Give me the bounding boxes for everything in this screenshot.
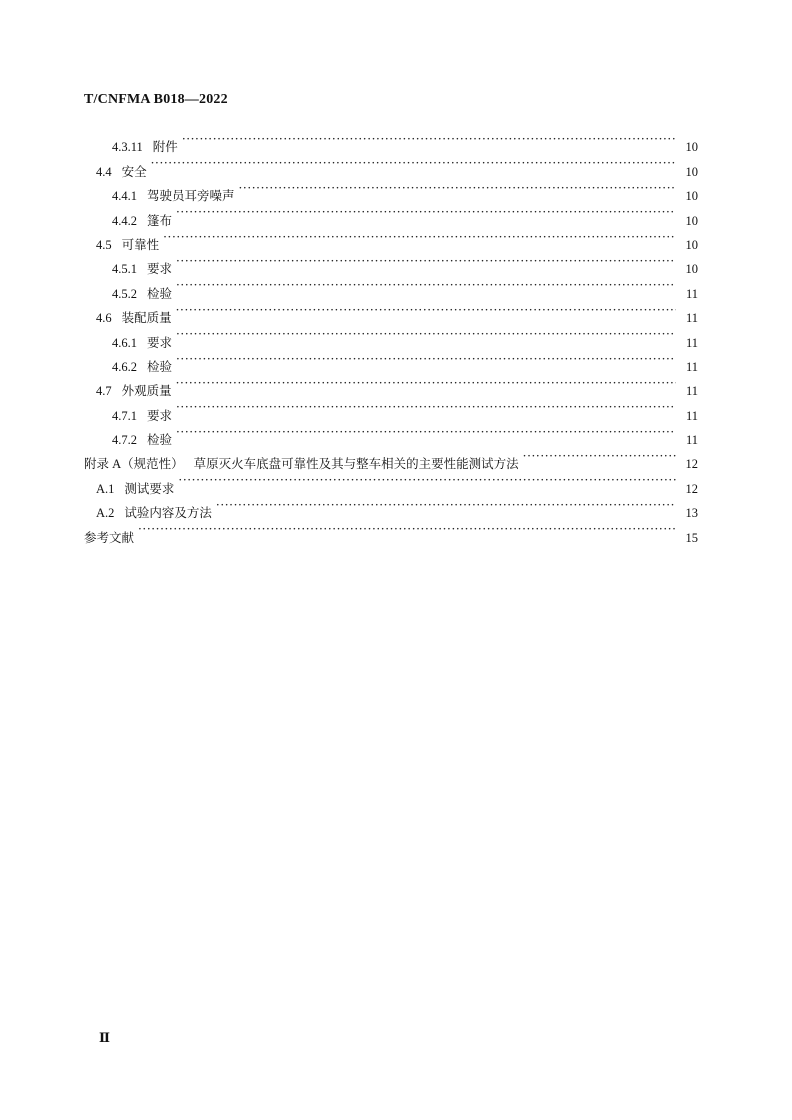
toc-entry[interactable] xyxy=(84,249,698,277)
toc-entry-title: 外观质量 xyxy=(121,383,172,399)
toc-entry-text xyxy=(112,404,176,428)
dot-leader xyxy=(138,517,676,541)
toc-entry[interactable] xyxy=(84,322,698,350)
toc-entry[interactable] xyxy=(84,127,698,155)
toc-entry[interactable] xyxy=(84,225,698,252)
toc-entry-text xyxy=(96,379,176,403)
toc-entry-page: 12 xyxy=(685,457,698,472)
toc-entry-text xyxy=(112,428,176,452)
toc-entry-page: 15 xyxy=(685,530,698,545)
toc-entry-number: A.2 xyxy=(96,506,115,521)
toc-entry-page: 10 xyxy=(685,164,698,179)
toc-entry[interactable] xyxy=(84,444,698,472)
toc-entry-text xyxy=(84,526,138,550)
toc-entry-text xyxy=(112,355,176,379)
toc-entry-text xyxy=(112,331,176,355)
toc-entry-title: 附件 xyxy=(152,139,178,155)
toc-entry-page: 10 xyxy=(685,262,698,277)
dot-leader xyxy=(176,371,676,395)
toc-entry-text xyxy=(96,160,151,184)
toc-entry-page: 10 xyxy=(685,213,698,228)
dot-leader xyxy=(176,322,676,346)
toc-entry[interactable] xyxy=(84,298,698,326)
toc-entry[interactable] xyxy=(84,395,698,423)
toc-entry[interactable] xyxy=(84,347,698,374)
toc-entry-text xyxy=(112,257,176,281)
toc-entry-number: 4.3.11 xyxy=(112,140,143,155)
toc-entry-page: 12 xyxy=(685,481,698,496)
toc-entry[interactable] xyxy=(84,371,698,399)
toc-entry-number: 4.7.1 xyxy=(112,408,137,423)
toc-entry-title: 篷布 xyxy=(147,212,173,228)
dot-leader xyxy=(163,225,676,249)
toc-entry[interactable] xyxy=(84,200,698,228)
toc-entry-title: 安全 xyxy=(121,163,147,179)
dot-leader xyxy=(176,298,676,322)
toc-entry-title: 装配质量 xyxy=(121,310,172,326)
dot-leader xyxy=(151,151,676,175)
toc-entry-title: 要求 xyxy=(147,261,173,277)
toc-entry-page: 11 xyxy=(685,384,698,399)
toc-entry-number: 4.4.1 xyxy=(112,189,137,204)
toc-entry-page: 11 xyxy=(685,311,698,326)
toc-entry-title: 检验 xyxy=(147,432,173,448)
table-of-contents xyxy=(84,127,698,545)
dot-leader xyxy=(182,127,676,151)
toc-entry-title: 草原灭火车底盘可靠性及其与整车相关的主要性能测试方法 xyxy=(193,456,519,472)
document-header-code: T/CNFMA B018—2022 xyxy=(84,92,228,107)
toc-entry-number: 4.4 xyxy=(96,164,112,179)
toc-entry-title: 要求 xyxy=(147,334,173,350)
dot-leader xyxy=(176,347,676,371)
toc-entry-title: 测试要求 xyxy=(124,480,175,496)
toc-entry-number: 4.5.1 xyxy=(112,262,137,277)
dot-leader xyxy=(176,420,676,444)
toc-entry-number: 4.4.2 xyxy=(112,213,137,228)
toc-entry[interactable] xyxy=(84,273,698,301)
toc-entry-page: 11 xyxy=(685,408,698,423)
dot-leader xyxy=(216,493,676,517)
toc-entry-text xyxy=(112,282,176,306)
toc-entry-page: 13 xyxy=(685,506,698,521)
dot-leader xyxy=(523,444,676,468)
toc-entry-title: 参考文献 xyxy=(84,529,135,545)
toc-entry-number: 4.6.1 xyxy=(112,335,137,350)
toc-entry-page: 11 xyxy=(685,286,698,301)
toc-entry-page: 11 xyxy=(685,433,698,448)
page-number-footer: Ⅱ xyxy=(99,1030,110,1045)
toc-entry-number: 附录 A（规范性） xyxy=(84,457,184,472)
dot-leader xyxy=(178,468,676,492)
dot-leader xyxy=(239,176,676,200)
toc-entry-title: 驾驶员耳旁噪声 xyxy=(147,188,235,204)
toc-entry-text xyxy=(96,477,178,501)
toc-entry[interactable] xyxy=(84,517,698,545)
toc-entry-number: A.1 xyxy=(96,481,115,496)
toc-entry-title: 试验内容及方法 xyxy=(124,505,212,521)
toc-entry-title: 要求 xyxy=(147,407,173,423)
toc-entry-title: 可靠性 xyxy=(121,236,160,252)
toc-entry-page: 11 xyxy=(685,335,698,350)
toc-entry-text xyxy=(96,306,176,330)
toc-entry[interactable] xyxy=(84,176,698,204)
toc-entry-text xyxy=(96,233,163,257)
dot-leader xyxy=(176,249,676,273)
toc-entry-page: 10 xyxy=(685,189,698,204)
toc-entry-number: 4.7 xyxy=(96,384,112,399)
toc-entry-title: 检验 xyxy=(147,285,173,301)
toc-entry-number: 4.6 xyxy=(96,311,112,326)
toc-entry-number: 4.7.2 xyxy=(112,433,137,448)
dot-leader xyxy=(176,273,676,297)
toc-entry[interactable] xyxy=(84,151,698,179)
toc-entry-title: 检验 xyxy=(147,358,173,374)
dot-leader xyxy=(176,395,676,419)
toc-entry-page: 11 xyxy=(685,359,698,374)
toc-entry-number: 4.5.2 xyxy=(112,286,137,301)
toc-entry-page: 10 xyxy=(685,140,698,155)
toc-entry-number: 4.5 xyxy=(96,237,112,252)
toc-entry[interactable] xyxy=(84,420,698,448)
toc-entry-page: 10 xyxy=(685,237,698,252)
dot-leader xyxy=(176,200,676,224)
toc-entry-number: 4.6.2 xyxy=(112,359,137,374)
